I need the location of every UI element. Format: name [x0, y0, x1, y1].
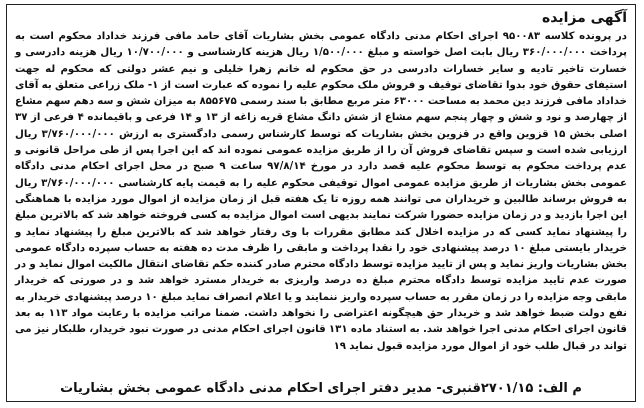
- notice-signature: م الف: ۲۷۰۱/۱۵قنبری- مدیر دفتر اجرای احکام مدنی دادگاه عمومی بخش بشاریات: [60, 381, 582, 396]
- auction-notice: [6, 4, 636, 402]
- notice-title: آگهی مزایده: [541, 10, 627, 26]
- notice-body: در پرونده کلاسه ۹۵۰۰۸۳ اجرای احکام مدنی دادگاه عمومی بخش بشاریات آقای حامد مافی فرزند خداداد محکوم است به پرداخت ۳۶۰/۰۰۰/۰۰۰ ریال بابت اصل خواسته و مبلغ ۱/۵۰۰/۰۰۰ ریال هزینه کارشناسی و ۱۰/۷۰۰/۰۰۰ ریال هزینه دادرسی و خسارت تاخیر تادیه و سایر خسارات دادرسی در حق محکوم له خانم زهرا خلیلی و نیم عشر دولتی که محکوم له جهت استیفای حقوق خود بدوا تقاضای توقیف و فروش ملک محکوم علیه را نموده که عبارت است از ۱- ملک زراعی متعلق به آقای خداداد مافی فرزند دین محمد به مساحت ۶۳۰۰۰ متر مربع مطابق با سند رسمی ۸۵۵۶۷۵ به میزان شش و سه دهم سهم مشاع از چهارصد و نود و شش و چهار پنجم سهم مشاع از شش دانگ مشاع قریه زاغه از ۱۳ و ۱۴ فرعی و باقیمانده ۴ فرعی از ۳۷ اصلی بخش ۱۵ قزوین واقع در قزوین بخش بشاریات که توسط کارشناس رسمی دادگستری به ارزش ۳/۷۶۰/۰۰۰/۰۰۰ ریال ارزیابی شده است و سپس تقاضای فروش آن را از طریق مزایده عمومی نموده اند که این اجرا پس از طی مراحل قانونی و عدم پرداخت محکوم به توسط محکوم علیه قصد دارد در مورخ ۹۷/۸/۱۴ ساعت ۹ صبح در محل اجرای احکام مدنی دادگاه عمومی بخش بشاریات از طریق مزایده عمومی اموال توقیفی محکوم علیه را به قیمت پایه کارشناسی ۳/۷۶۰/۰۰۰/۰۰۰ ریال به فروش برساند طالبین و خریداران می توانند همه روزه تا یک هفته قبل از زمان مزایده از اموال مورد مزایده با هماهنگی این اجرا بازدید و در زمان مزایده حضورا شرکت نمایند بدیهی است اموال مزایده به کسی فروخته خواهد شد که بالاترین مبلغ را پیشنهاد نماید کسی که در مزایده اخلال کند مطابق مقررات با وی رفتار خواهد شد که بالاترین مبلغ را پیشنهاد نماید و خریدار بایستی مبلغ ۱۰ درصد پیشنهادی خود را نقدا پرداخت و مابقی را ظرف مدت ده هفته به حساب سپرده دادگاه عمومی بخش بشاریات واریز نماید و پس از تایید مزایده توسط دادگاه محترم صادر کننده حکم تقاضای انتقال مالکیت اموال نماید و در صورت عدم تایید مزایده توسط دادگاه محترم مبلغ ده درصد واریزی به خریدار مسترد خواهد شد و در صورتی که خریدار مابقی وجه مزایده را در زمان مقرر به حساب سپرده واریز ننمایند و یا اعلام انصراف نماید مبلغ ۱۰ درصد پیشنهادی خریدار به نفع دولت ضبط خواهد شد و خریدار حق هیچگونه اعتراضی را نخواهد داشت. ضمنا مراتب مزایده با رعایت مواد ۱۱۳ به بعد قانون اجرای احکام مدنی اجرا خواهد شد. به استناد ماده ۱۳۱ قانون اجرای احکام مدنی در صورت نبود خریدار، طلبکار نیز می تواند در قبال طلب خود از اموال مورد مزایده قبول نماید ۱۹: [15, 31, 628, 352]
